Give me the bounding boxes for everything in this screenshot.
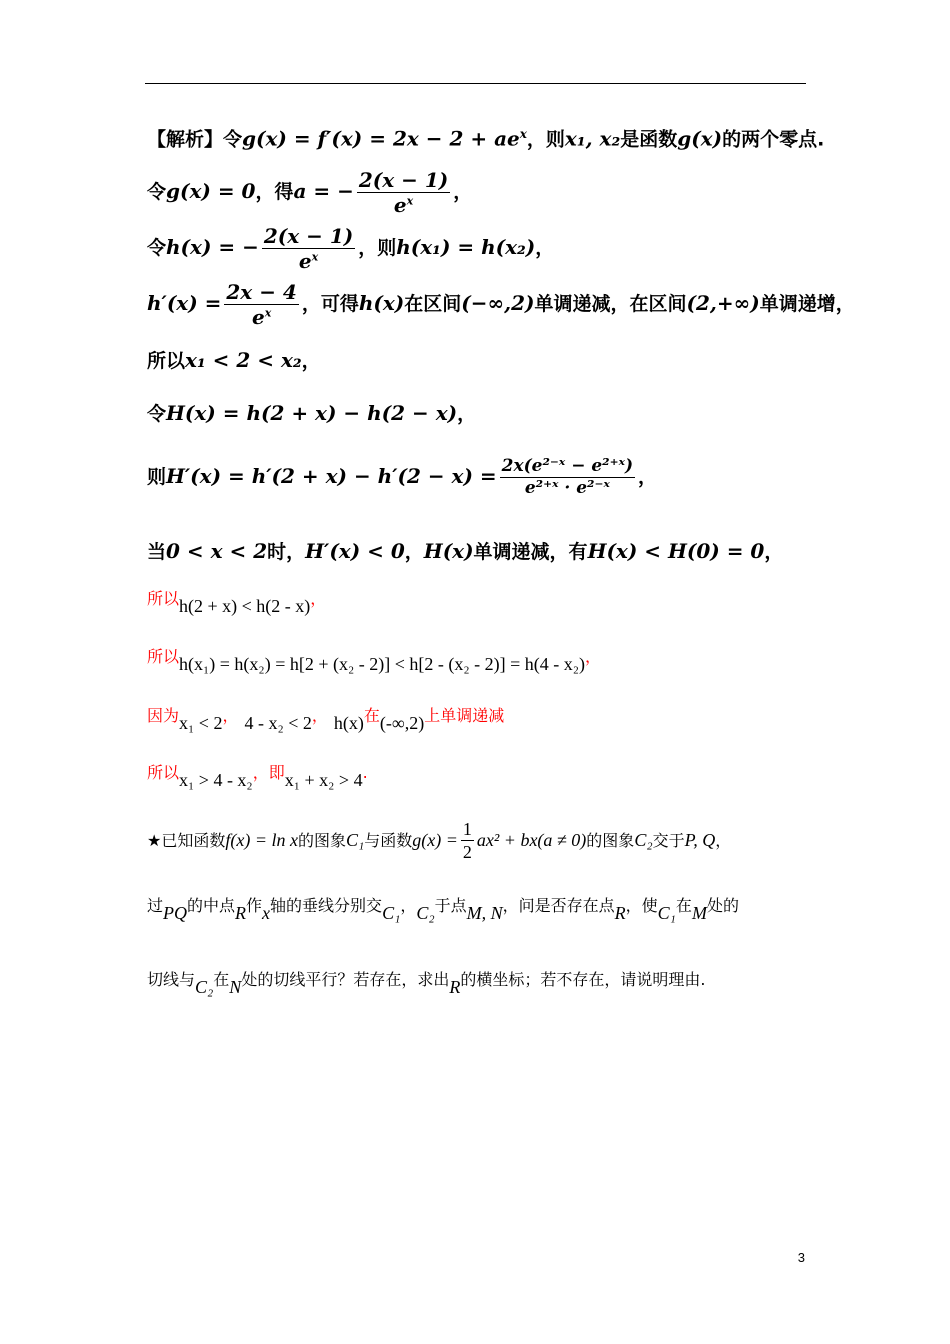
formula: h(x₁) = h(x₂) = h[2 + (x₂ - 2)] < h[2 - (x₂ - 2)] = h(4 - x₂) — [179, 654, 586, 674]
formula: P, Q — [684, 830, 716, 850]
formula: h(x) — [358, 291, 405, 315]
formula: C₁ — [346, 830, 365, 850]
formula: R — [235, 903, 247, 923]
formula: x — [311, 250, 319, 264]
formula: 0 < x < 2 — [166, 539, 268, 563]
text: 在 — [213, 970, 230, 989]
text: 单调递增， — [759, 293, 855, 315]
numerator: 2(x − 1) — [263, 224, 354, 248]
text: 令 — [147, 403, 167, 425]
text: ，问是否存在点 — [502, 896, 615, 915]
text: 轴的垂线分别交 — [270, 896, 383, 915]
text: 【解析】令 — [147, 128, 243, 151]
formula: C₁ — [382, 903, 401, 923]
formula: a = − — [293, 179, 354, 203]
text: 单调递减，有 — [473, 541, 588, 563]
formula: C₂ — [634, 830, 653, 850]
text: ， — [453, 181, 473, 203]
text: ，得 — [255, 181, 294, 203]
text: 则 — [147, 466, 167, 488]
solution-line-5 — [147, 350, 321, 371]
text: ， — [638, 466, 658, 488]
text: 是函数 — [620, 128, 678, 151]
fraction — [500, 458, 635, 497]
denominator — [224, 305, 298, 327]
text: 切线与 — [147, 970, 196, 989]
formula: g(x) = f′(x) = 2x − 2 + ae — [242, 126, 520, 151]
text: 令 — [147, 181, 167, 203]
formula: x₁, x₂ — [564, 126, 621, 151]
formula: H(x) < H(0) = 0 — [587, 539, 765, 563]
fraction — [357, 170, 450, 215]
text: ， — [301, 350, 321, 372]
formula: e — [298, 249, 312, 273]
text: 因为 — [147, 706, 180, 725]
formula: h(2 + x) < h(2 - x) — [179, 596, 311, 616]
denominator: e²⁺ˣ · e²⁻ˣ — [524, 478, 610, 498]
text: 所以 — [147, 589, 180, 608]
formula: h′(x) = — [147, 291, 222, 315]
text: ， — [715, 831, 732, 850]
text: 过 — [147, 896, 164, 915]
text: 所以 — [147, 763, 180, 782]
formula: PQ — [163, 903, 188, 923]
header-rule — [145, 83, 806, 84]
formula: M, N — [466, 903, 503, 923]
text: ， — [457, 403, 477, 425]
text: 令 — [147, 237, 167, 259]
text: 当 — [147, 541, 167, 563]
formula: H′(x) = h′(2 + x) − h′(2 − x) = — [166, 464, 497, 488]
solution-line-4 — [147, 282, 855, 327]
denominator: 2 — [462, 842, 472, 862]
solution-line-7 — [147, 458, 657, 497]
problem-line-3 — [147, 968, 706, 997]
formula: R — [614, 903, 626, 923]
formula: (-∞,2) — [379, 713, 425, 733]
text: ， — [585, 647, 602, 666]
numerator: 2x − 4 — [226, 280, 297, 304]
text: 处的切线平行？若存在，求出 — [241, 970, 450, 989]
solution-line-2 — [147, 170, 472, 215]
formula: x₁ + x₂ > 4 — [284, 770, 363, 790]
formula: C₁ — [657, 903, 676, 923]
formula: H(x) — [423, 539, 474, 563]
solution-line-12 — [147, 761, 368, 790]
text: . — [362, 763, 368, 782]
denominator — [357, 193, 450, 215]
text: ，即 — [252, 763, 285, 782]
text: ， — [311, 706, 328, 725]
text: 交于 — [652, 831, 685, 850]
page-number: 3 — [797, 1250, 805, 1265]
text: ， — [400, 896, 417, 915]
formula: h(x) — [333, 713, 364, 733]
text: 的两个零点. — [722, 128, 825, 151]
text: ，使 — [625, 896, 658, 915]
formula: R — [449, 977, 461, 997]
solution-line-10 — [147, 645, 602, 674]
solution-line-8 — [147, 541, 783, 562]
formula: (2,+∞) — [686, 291, 760, 315]
solution-line-3 — [147, 226, 554, 271]
fraction — [262, 226, 355, 271]
text: 的图象 — [297, 831, 346, 850]
text: ， — [535, 237, 555, 259]
solution-line-1 — [147, 128, 824, 150]
text: 在 — [363, 706, 380, 725]
text: 处的 — [706, 896, 739, 915]
formula: (−∞,2) — [461, 291, 535, 315]
formula: e — [251, 305, 265, 329]
text: ， — [404, 541, 424, 563]
formula: C₂ — [195, 977, 214, 997]
text: ， — [222, 706, 239, 725]
text: 在 — [675, 896, 692, 915]
fraction — [224, 282, 298, 327]
formula: e — [393, 193, 407, 217]
numerator: 2(x − 1) — [358, 168, 449, 192]
text: 的横坐标；若不存在，请说明理由. — [460, 970, 706, 989]
text: ★已知函数 — [147, 831, 226, 850]
text: 上单调递减 — [424, 706, 505, 725]
text: 单调递减，在区间 — [534, 293, 687, 315]
formula: g(x) = — [412, 830, 458, 850]
problem-line-1 — [147, 820, 731, 861]
text: 的图象 — [586, 831, 635, 850]
solution-line-9 — [147, 587, 327, 616]
solution-line-11 — [147, 704, 505, 733]
text: ，则 — [526, 128, 565, 151]
formula: H(x) = h(2 + x) − h(2 − x) — [166, 401, 458, 425]
formula: x₁ < 2 < x₂ — [185, 348, 302, 372]
formula: C₂ — [416, 903, 435, 923]
formula: h(x₁) = h(x₂) — [396, 235, 536, 259]
text: 与函数 — [364, 831, 413, 850]
text: ，则 — [358, 237, 397, 259]
text: 所以 — [147, 350, 186, 372]
formula: h(x) = − — [166, 235, 259, 259]
formula: g(x) = 0 — [166, 179, 256, 203]
formula: x — [519, 127, 527, 141]
fraction — [461, 820, 474, 861]
formula: 4 - x₂ < 2 — [244, 713, 312, 733]
text: 于点 — [434, 896, 467, 915]
formula: H′(x) < 0 — [305, 539, 405, 563]
formula: M — [691, 903, 707, 923]
formula: x₁ < 2 — [179, 713, 223, 733]
denominator — [262, 249, 355, 271]
text: 的中点 — [187, 896, 236, 915]
text: ，可得 — [301, 293, 359, 315]
numerator: 2x(e²⁻ˣ − e²⁺ˣ) — [501, 456, 634, 476]
formula: x — [406, 194, 414, 208]
text: ， — [764, 541, 784, 563]
formula: g(x) — [677, 126, 723, 151]
formula: x — [262, 903, 271, 923]
formula: N — [229, 977, 242, 997]
text: ， — [310, 589, 327, 608]
formula: ax² + bx(a ≠ 0) — [476, 830, 587, 850]
text: 所以 — [147, 647, 180, 666]
formula: f(x) = ln x — [225, 830, 298, 850]
text: 时， — [267, 541, 306, 563]
formula: x₁ > 4 - x₂ — [179, 770, 253, 790]
text: 作 — [246, 896, 263, 915]
formula: x — [264, 306, 272, 320]
text: 在区间 — [404, 293, 462, 315]
problem-line-2 — [147, 894, 739, 923]
solution-line-6 — [147, 403, 476, 424]
numerator: 1 — [462, 819, 472, 839]
